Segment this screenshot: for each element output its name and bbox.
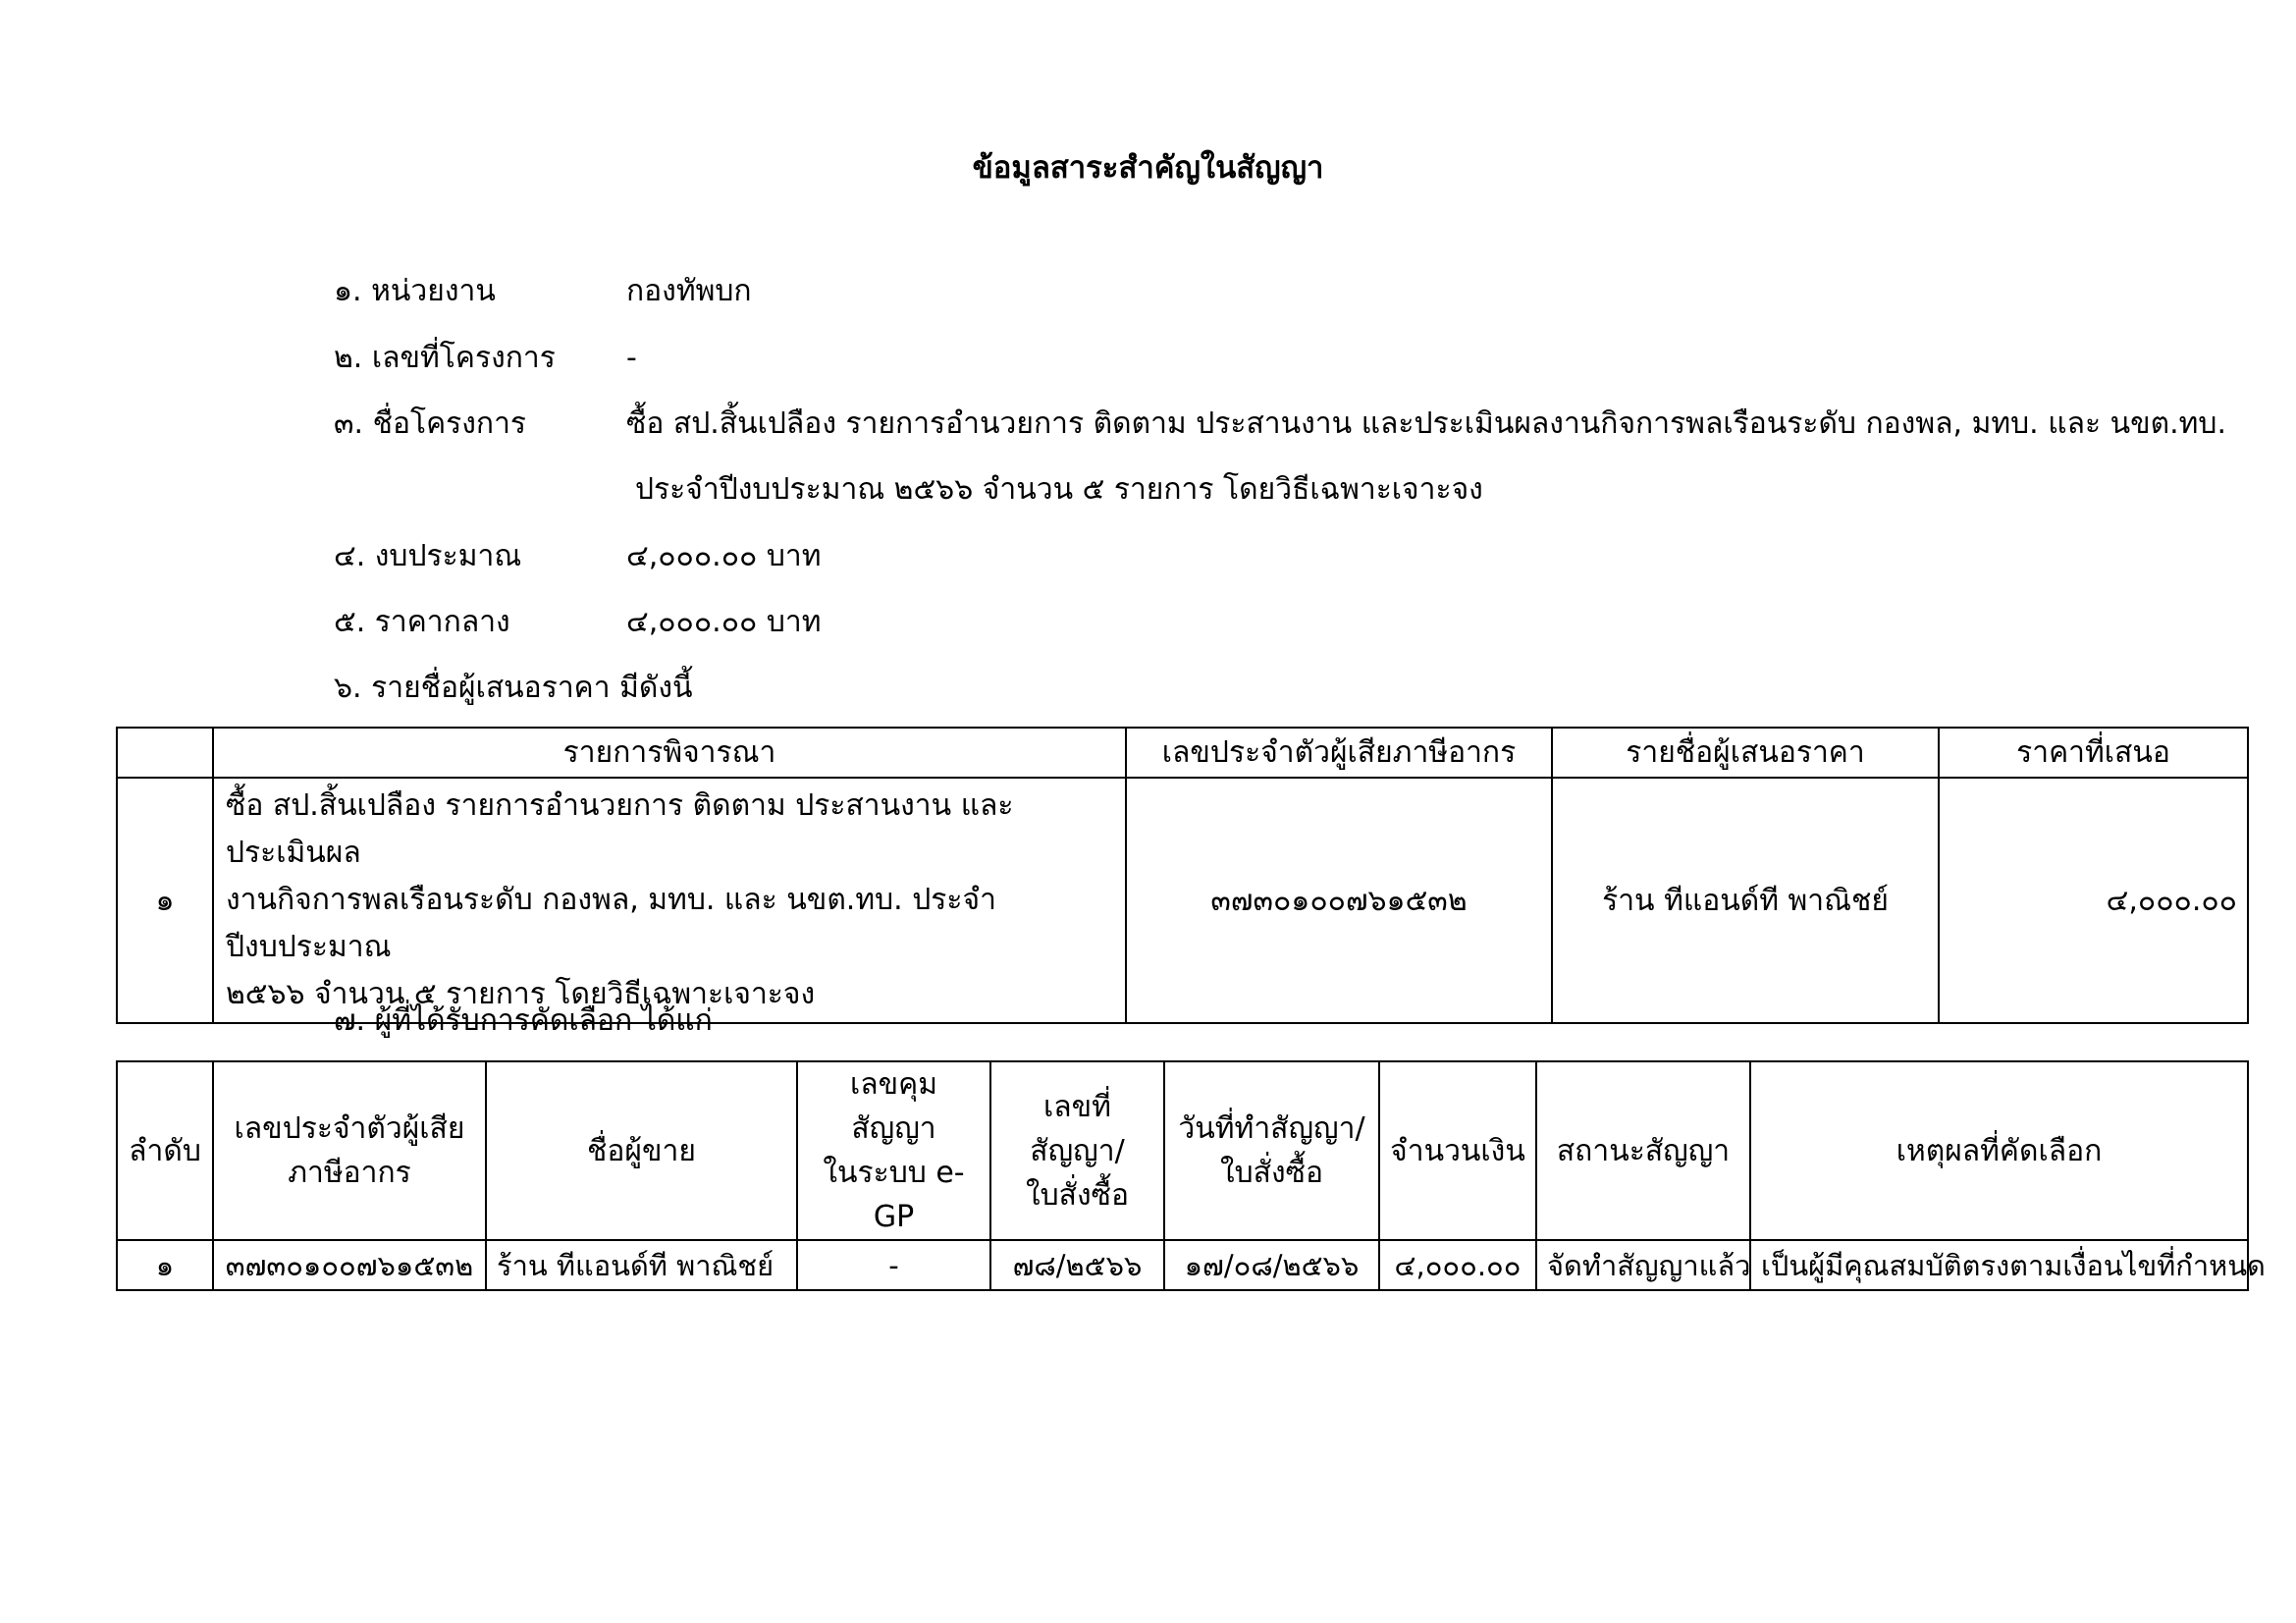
description-line: งานกิจการพลเรือนระดับ กองพล, มทบ. และ นขต.ทบ. ประจำปีงบประมาณ — [226, 883, 996, 964]
document-title: ข้อมูลสาระสำคัญในสัญญา — [972, 150, 1324, 186]
item-label: ๑. หน่วยงาน — [334, 274, 496, 308]
item-label: ๓. ชื่อโครงการ — [334, 406, 527, 441]
section6-label: ๖. รายชื่อผู้เสนอราคา มีดังนี้ — [334, 671, 693, 705]
row-contract-date: ๑๗/๐๘/๒๕๖๖ — [1164, 1240, 1379, 1290]
row-reason: เป็นผู้มีคุณสมบัติตรงตามเงื่อนไขที่กำหนด — [1750, 1240, 2248, 1290]
row-seller: ร้าน ทีแอนด์ที พาณิชย์ — [486, 1240, 797, 1290]
col-header-order: ลำดับ — [117, 1061, 213, 1240]
row-tax-id: ๓๗๓๐๑๐๐๗๖๑๕๓๒ — [213, 1240, 486, 1290]
row-status: จัดทำสัญญาแล้ว — [1536, 1240, 1750, 1290]
row-tax-id: ๓๗๓๐๑๐๐๗๖๑๕๓๒ — [1126, 778, 1552, 1023]
row-price: ๔,๐๐๐.๐๐ — [1939, 778, 2248, 1023]
table-row — [117, 1240, 2248, 1290]
item-value: - — [626, 341, 637, 375]
item-label: ๔. งบประมาณ — [334, 539, 522, 573]
description-line: ซื้อ สป.สิ้นเปลือง รายการอำนวยการ ติดตาม ประสานงาน และประเมินผล — [226, 788, 1014, 870]
col-header-no — [117, 728, 213, 778]
description-line: ๒๕๖๖ จำนวน ๕ รายการ โดยวิธีเฉพาะเจาะจง — [226, 977, 816, 1011]
col-header-status: สถานะสัญญา — [1536, 1061, 1750, 1240]
col-header-egp: เลขคุมสัญญา ในระบบ e-GP — [797, 1061, 990, 1240]
row-number: ๑ — [117, 778, 213, 1023]
row-amount: ๔,๐๐๐.๐๐ — [1379, 1240, 1536, 1290]
col-header-reason: เหตุผลที่คัดเลือก — [1750, 1061, 2248, 1240]
col-header-tax-id: เลขประจำตัวผู้เสียภาษีอากร — [1126, 728, 1552, 778]
col-header-tax-id: เลขประจำตัวผู้เสีย ภาษีอากร — [213, 1061, 486, 1240]
col-header-contract-no: เลขที่สัญญา/ ใบสั่งซื้อ — [990, 1061, 1164, 1240]
item-label: ๕. ราคากลาง — [334, 605, 510, 639]
col-header-seller: ชื่อผู้ขาย — [486, 1061, 797, 1240]
table-row — [117, 778, 2248, 1023]
item-project-name-continuation: ประจำปีงบประมาณ ๒๕๖๖ จำนวน ๕ รายการ โดยวิธีเฉพาะเจาะจง — [635, 472, 1483, 507]
item-label: ๒. เลขที่โครงการ — [334, 341, 556, 375]
item-value: ซื้อ สป.สิ้นเปลือง รายการอำนวยการ ติดตาม ประสานงาน และประเมินผลงานกิจการพลเรือนระดับ กองพล, มทบ. และ นขต.ทบ. — [626, 406, 2226, 441]
row-bidder: ร้าน ทีแอนด์ที พาณิชย์ — [1552, 778, 1939, 1023]
item-value: กองทัพบก — [626, 274, 752, 308]
col-header-contract-date: วันที่ทำสัญญา/ ใบสั่งซื้อ — [1164, 1061, 1379, 1240]
col-header-bidder: รายชื่อผู้เสนอราคา — [1552, 728, 1939, 778]
table-header-row — [117, 728, 2248, 778]
row-contract-no: ๗๘/๒๕๖๖ — [990, 1240, 1164, 1290]
col-header-item: รายการพิจารณา — [213, 728, 1126, 778]
item-value: ๔,๐๐๐.๐๐ บาท — [626, 605, 822, 639]
selected-vendor-table — [116, 1060, 2266, 1291]
item-value: ๔,๐๐๐.๐๐ บาท — [626, 539, 822, 573]
table-header-row — [117, 1061, 2248, 1240]
section7-label: ๗. ผู้ที่ได้รับการคัดเลือก ได้แก่ — [334, 1003, 713, 1038]
row-description — [213, 778, 1126, 1023]
row-egp: - — [797, 1240, 990, 1290]
col-header-amount: จำนวนเงิน — [1379, 1061, 1536, 1240]
bidders-table — [116, 727, 2249, 1024]
col-header-price: ราคาที่เสนอ — [1939, 728, 2248, 778]
row-number: ๑ — [117, 1240, 213, 1290]
